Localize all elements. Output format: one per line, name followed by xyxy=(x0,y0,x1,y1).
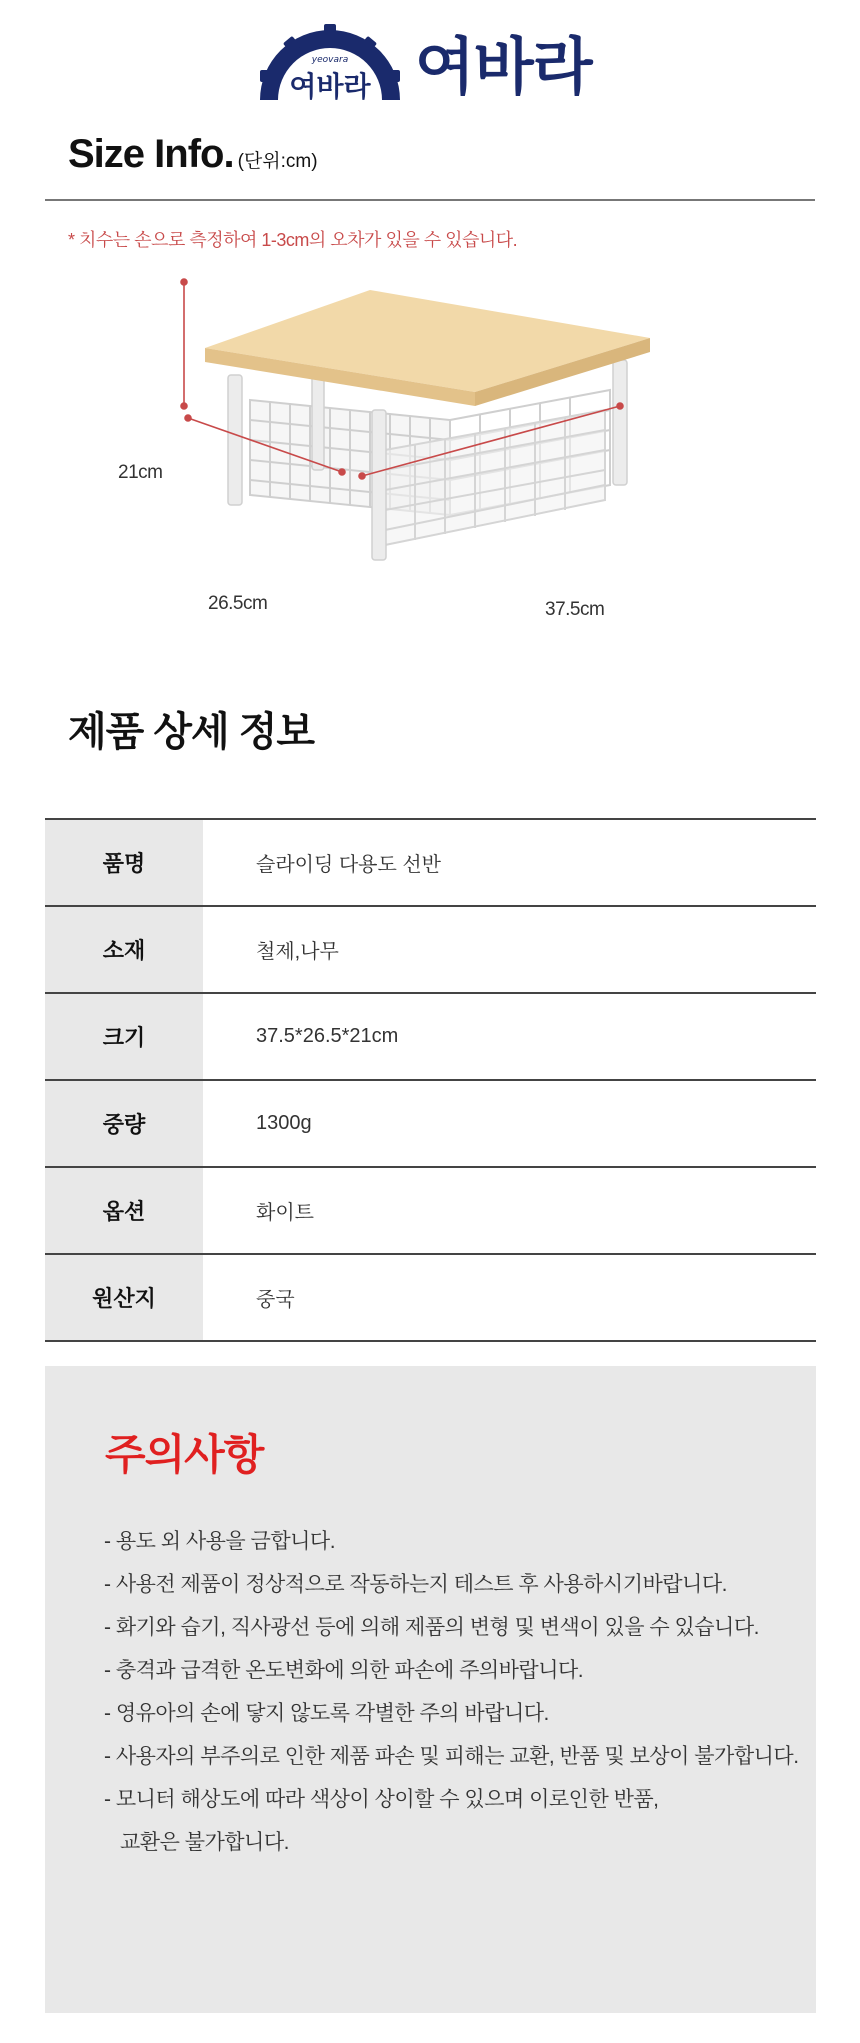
svg-text:여바라: 여바라 xyxy=(289,70,371,103)
spec-value: 슬라이딩 다용도 선반 xyxy=(256,854,441,876)
spec-table xyxy=(45,818,816,1342)
depth-dimension-label: 26.5cm xyxy=(208,593,268,614)
size-unit-label: (단위:cm) xyxy=(237,151,318,172)
list-item: - 용도 외 사용을 금합니다. xyxy=(104,1530,336,1553)
spec-label: 원산지 xyxy=(45,1254,203,1341)
list-item: - 영유아의 손에 닿지 않도록 각별한 주의 바랍니다. xyxy=(104,1702,549,1725)
caution-title: 주의사항 xyxy=(105,1431,264,1478)
spec-label: 소재 xyxy=(45,906,203,993)
divider xyxy=(45,199,815,201)
spec-label: 중량 xyxy=(45,1080,203,1167)
table-row xyxy=(45,819,816,906)
spec-value: 중국 xyxy=(256,1289,295,1311)
list-item: - 사용전 제품이 정상적으로 작동하는지 테스트 후 사용하시기바랍니다. xyxy=(104,1573,727,1596)
list-item: - 충격과 급격한 온도변화에 의한 파손에 주의바랍니다. xyxy=(104,1659,584,1682)
table-row xyxy=(45,1254,816,1341)
size-info-heading: Size Info. xyxy=(68,132,234,176)
shelf-product-image xyxy=(150,270,700,630)
brand-logo xyxy=(250,22,620,107)
width-dimension-label: 37.5cm xyxy=(545,599,605,620)
spec-value: 화이트 xyxy=(256,1202,314,1224)
brand-wordmark: 여바라 xyxy=(415,30,592,103)
height-dimension-label: 21cm xyxy=(118,462,163,483)
gear-emblem-icon xyxy=(250,22,410,107)
list-item: - 모니터 해상도에 따라 색상이 상이할 수 있으며 이로인한 반품, xyxy=(104,1788,659,1811)
measurement-notice: * 치수는 손으로 측정하여 1-3cm의 오차가 있을 수 있습니다. xyxy=(68,230,518,250)
spec-value: 철제,나무 xyxy=(256,941,339,963)
table-row xyxy=(45,993,816,1080)
spec-label: 크기 xyxy=(45,993,203,1080)
size-info-title xyxy=(68,132,318,177)
table-row xyxy=(45,906,816,993)
table-row xyxy=(45,1167,816,1254)
caution-list xyxy=(104,1520,804,1864)
list-item: - 화기와 습기, 직사광선 등에 의해 제품의 변형 및 변색이 있을 수 있습니다. xyxy=(104,1616,759,1639)
spec-value: 1300g xyxy=(256,1112,312,1134)
svg-text:yeovara: yeovara xyxy=(311,55,349,65)
spec-value: 37.5*26.5*21cm xyxy=(256,1025,399,1047)
list-item: 교환은 불가합니다. xyxy=(104,1831,289,1854)
spec-label: 옵션 xyxy=(45,1167,203,1254)
list-item: - 사용자의 부주의로 인한 제품 파손 및 피해는 교환, 반품 및 보상이 불가합니다. xyxy=(104,1745,799,1768)
product-detail-title: 제품 상세 정보 xyxy=(68,710,315,754)
wooden-top xyxy=(205,290,650,406)
spec-label: 품명 xyxy=(45,819,203,906)
table-row xyxy=(45,1080,816,1167)
